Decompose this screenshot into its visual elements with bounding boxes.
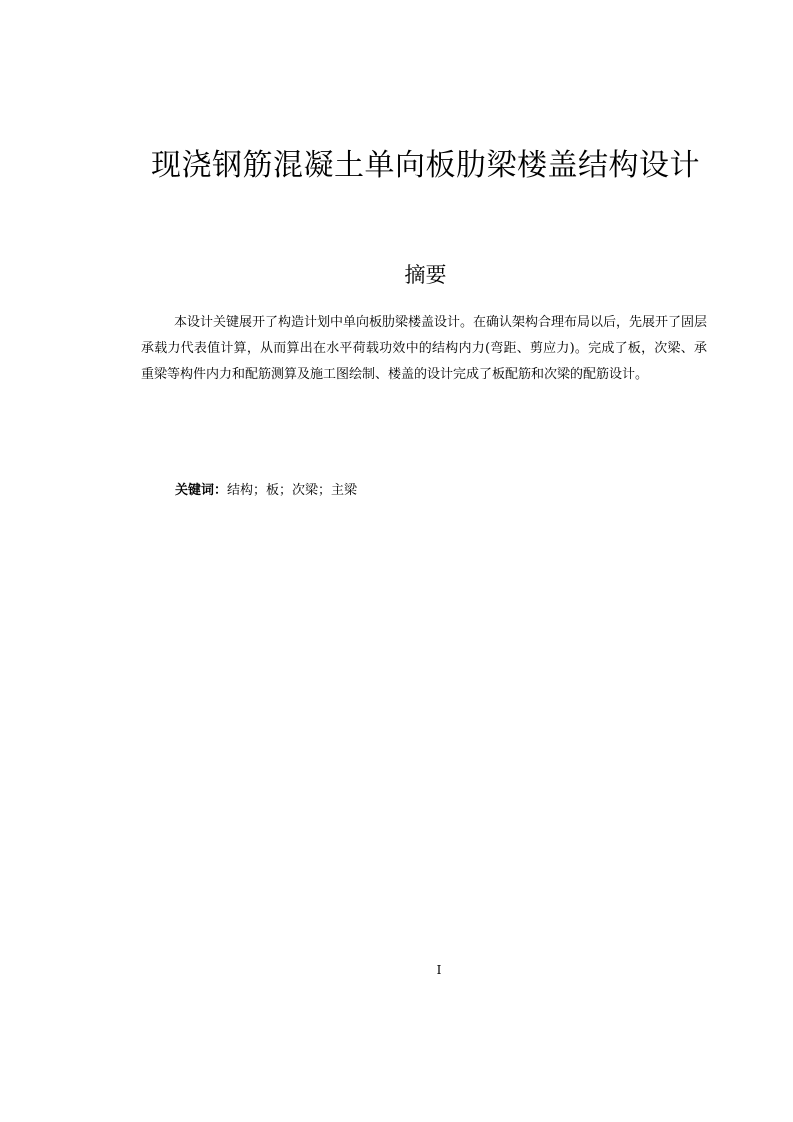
keywords-value: 结构；板；次梁；主梁 [227, 483, 358, 498]
page-number: I [436, 963, 442, 977]
abstract-paragraph: 本设计关键展开了构造计划中单向板肋梁楼盖设计。在确认架构合理布局以后，先展开了固层承载力代表值计算，从而算出在水平荷载功效中的结构内力(弯距、剪应力)。完成了板，次梁、承重梁等构件内力和配筋测算及施工图绘制、楼盖的设计完成了板配筋和次梁的配筋设计。 [141, 315, 708, 382]
keywords-line [175, 478, 357, 504]
abstract-heading: 摘要 [404, 263, 447, 287]
keywords-label: 关键词： [175, 483, 228, 498]
document-title: 现浇钢筋混凝土单向板肋梁楼盖结构设计 [151, 148, 700, 183]
